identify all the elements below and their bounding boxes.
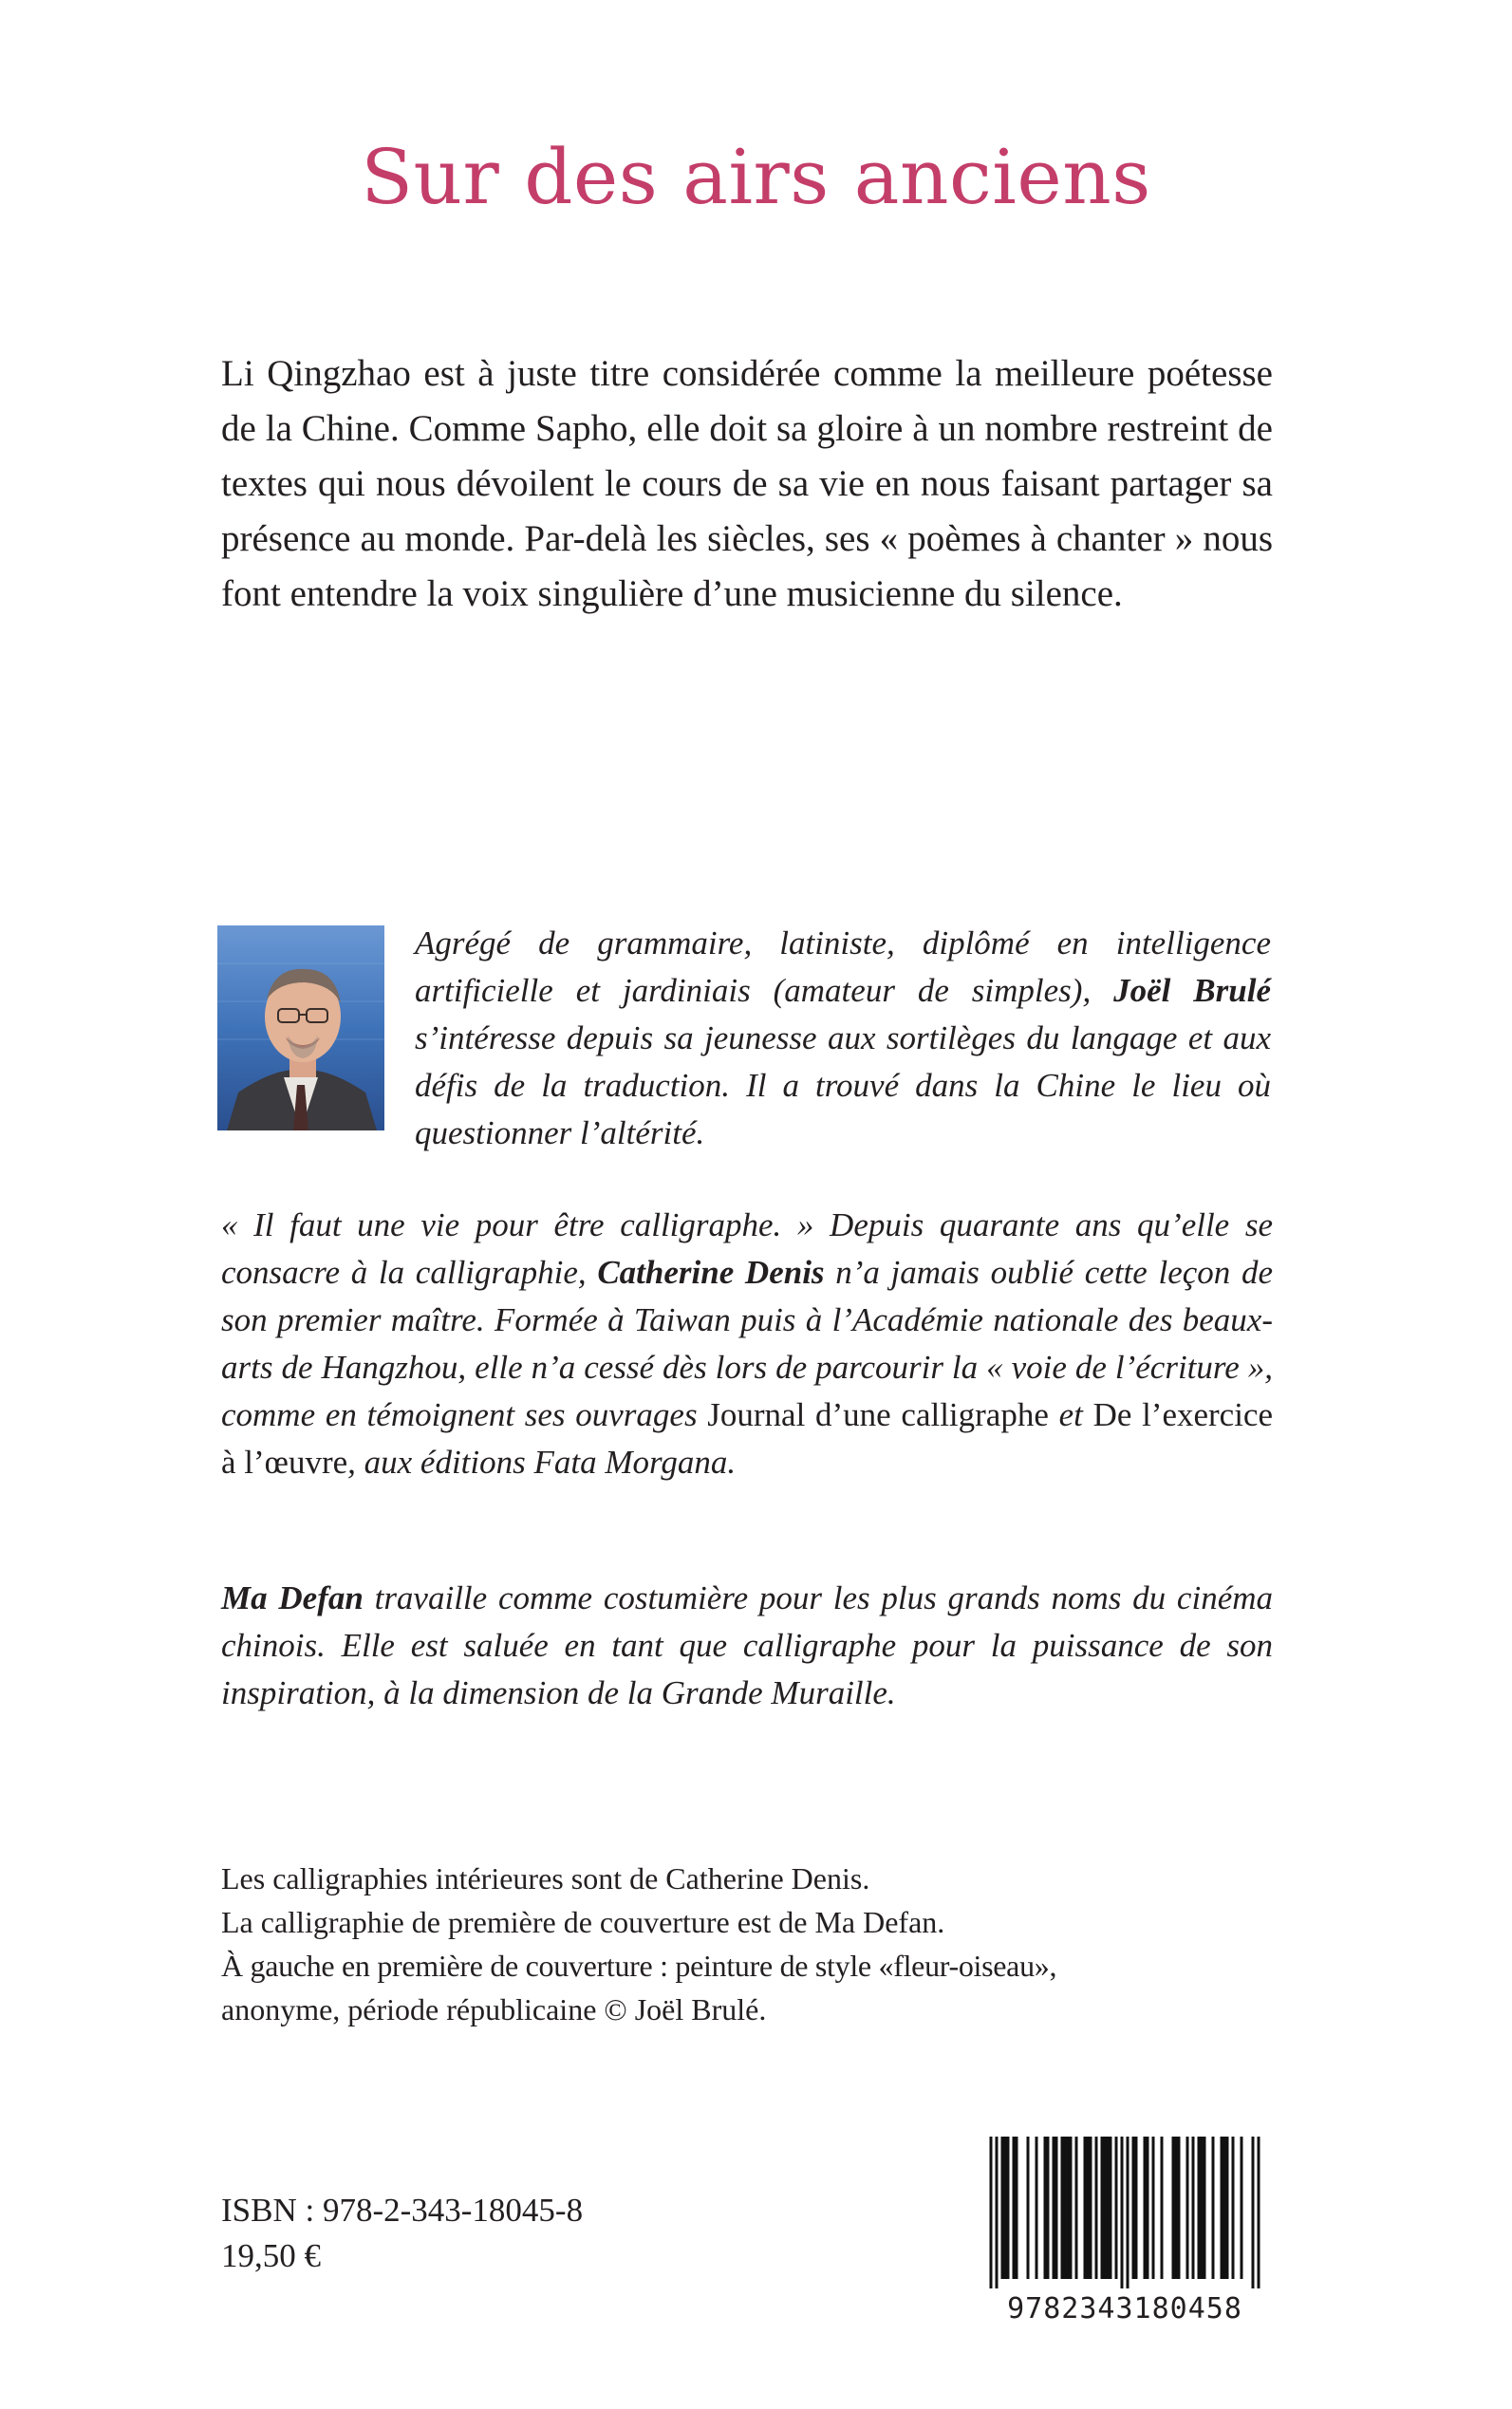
barcode-bar <box>1101 2137 1104 2279</box>
calligrapher-catherine-bio: « Il faut une vie pour être calligraphe. » Depuis quarante ans qu’elle se consacre à la calligraphie, Catherine Denis n’a jamais oublié cette leçon de son premier maître. Formée à Taiwan puis à l’Académie nationale des beaux-arts de Hangzhou, elle n’a cessé dès lors de parcourir la « voie de l’écriture », comme en témoignent ses ouvrages Journal d’une calligraphe et De l’exercice à l’œuvre, aux éditions Fata Morgana. <box>221 1206 1274 1481</box>
barcode-bar <box>1090 2137 1092 2279</box>
barcode-bar <box>1132 2137 1135 2279</box>
barcode-bar <box>1061 2137 1064 2279</box>
barcode-bar <box>1175 2137 1178 2279</box>
barcode-bar <box>1127 2137 1129 2288</box>
barcode-bar <box>1067 2137 1070 2279</box>
calligrapher-madefan-name: Ma Defan <box>221 1579 364 1616</box>
barcode <box>974 2137 1276 2326</box>
barcode-bar <box>1201 2137 1204 2279</box>
barcode-bar <box>1075 2137 1078 2279</box>
barcode-bar <box>990 2137 993 2288</box>
credit-line: La calligraphie de première de couverture est de Ma Defan. <box>221 1905 945 1939</box>
book-summary: Li Qingzhao est à juste titre considérée comme la meilleure poétesse de la Chine. Comme Sapho, elle doit sa gloire à un nombre restreint de textes qui nous dévoilent le cours de sa vie en nous faisant partager sa présence au monde. Par-delà les siècles, ses « poèmes à chanter » nous font entendre la voix singulière d’une musicienne du silence. <box>221 353 1273 614</box>
barcode-bar <box>1064 2137 1067 2279</box>
barcode-bar <box>1027 2137 1030 2279</box>
author-photo <box>217 925 384 1130</box>
barcode-bar <box>1223 2137 1226 2279</box>
barcode-number: 9782343180458 <box>1007 2292 1242 2325</box>
barcode-bar <box>1226 2137 1229 2279</box>
barcode-bar <box>1013 2137 1016 2279</box>
barcode-bar <box>1121 2137 1124 2288</box>
barcode-bar <box>1198 2137 1201 2279</box>
barcode-bar <box>1047 2137 1050 2279</box>
barcode-bar <box>1107 2137 1110 2279</box>
barcode-bar <box>1161 2137 1164 2279</box>
credit-line: À gauche en première de couverture : peinture de style «fleur-oiseau», <box>221 1949 1057 1983</box>
barcode-bar <box>1192 2137 1195 2279</box>
barcode-bar <box>1144 2137 1147 2279</box>
barcode-bar <box>1258 2137 1260 2288</box>
barcode-bar <box>1044 2137 1047 2279</box>
credit-line: Les calligraphies intérieures sont de Catherine Denis. <box>221 1861 870 1895</box>
barcode-bars <box>974 2137 1276 2288</box>
barcode-bar <box>1004 2137 1007 2279</box>
isbn-price-block <box>221 2188 583 2279</box>
barcode-bar <box>1087 2137 1090 2279</box>
barcode-bar <box>1095 2137 1098 2279</box>
barcode-bar <box>1147 2137 1149 2279</box>
image-credits <box>221 1857 1273 2031</box>
author-bio: Agrégé de grammaire, latiniste, diplômé en intelligence artificielle et jardiniais (amateur de simples), Joël Brulé s’intéresse depuis sa jeunesse aux sortilèges du langage et aux défis de la traduction. Il a trouvé dans la Chine le lieu où questionner l’altérité. <box>415 924 1271 1151</box>
barcode-bar <box>1186 2137 1189 2279</box>
price: 19,50 € <box>221 2237 321 2274</box>
calligrapher-catherine-name: Catherine Denis <box>597 1254 825 1291</box>
barcode-bar <box>1135 2137 1138 2279</box>
book-title-journal: Journal d’une calligraphe <box>707 1396 1049 1433</box>
barcode-bar <box>1053 2137 1055 2279</box>
barcode-bar <box>1007 2137 1010 2279</box>
barcode-bar <box>1084 2137 1087 2279</box>
barcode-bar <box>1016 2137 1018 2279</box>
barcode-bar <box>1212 2137 1215 2279</box>
book-title: Sur des airs anciens <box>361 133 1151 221</box>
barcode-bar <box>1115 2137 1118 2279</box>
barcode-bar <box>1172 2137 1175 2279</box>
barcode-bar <box>1252 2137 1255 2288</box>
barcode-bar <box>1204 2137 1206 2279</box>
barcode-bar <box>1241 2137 1243 2279</box>
barcode-bar <box>1221 2137 1223 2279</box>
barcode-bar <box>1070 2137 1073 2279</box>
barcode-bar <box>1104 2137 1107 2279</box>
book-title-exercice: De l’exercice à l’œuvre <box>221 1396 1274 1481</box>
barcode-bar <box>1110 2137 1112 2279</box>
author-name: Joël Brulé <box>1113 972 1271 1009</box>
barcode-bar <box>1178 2137 1181 2279</box>
barcode-bar <box>996 2137 999 2288</box>
barcode-bar <box>1152 2137 1155 2279</box>
barcode-bar <box>1001 2137 1004 2279</box>
barcode-bar <box>1232 2137 1235 2279</box>
barcode-bar <box>1036 2137 1038 2279</box>
calligrapher-madefan-bio: Ma Defan travaille comme costumière pour les plus grands noms du cinéma chinois. Elle est saluée en tant que calligraphe pour la puissance de son inspiration, à la dimension de la Grande Muraille. <box>221 1579 1273 1711</box>
barcode-bar <box>1055 2137 1058 2279</box>
isbn: ISBN : 978-2-343-18045-8 <box>221 2192 584 2229</box>
credit-line: anonyme, période républicaine © Joël Brulé. <box>221 1992 767 2026</box>
